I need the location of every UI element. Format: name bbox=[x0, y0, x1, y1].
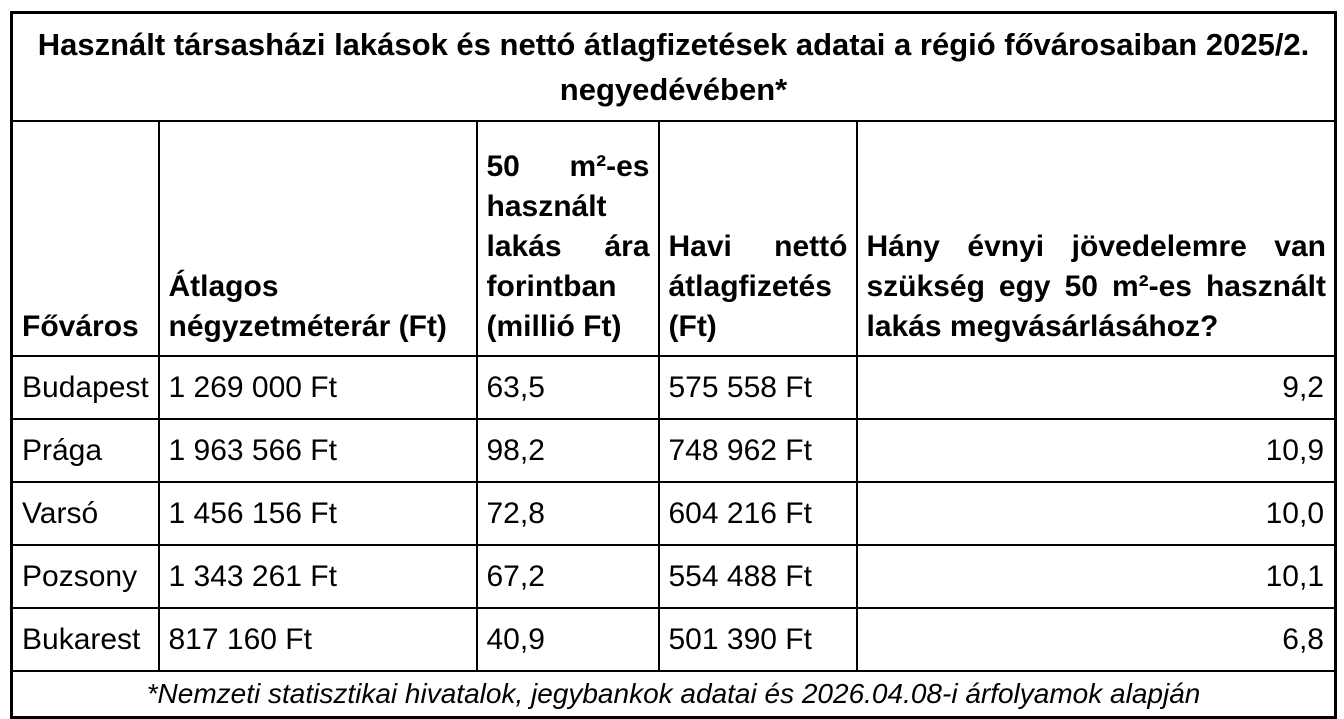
cell-flat-price: 67,2 bbox=[477, 545, 659, 608]
table-row-budapest bbox=[12, 356, 1336, 419]
cell-years-needed: 10,1 bbox=[857, 545, 1336, 608]
footnote-row bbox=[12, 671, 1336, 718]
table-footnote: *Nemzeti statisztikai hivatalok, jegybankok adatai és 2026.04.08-i árfolyamok alapján bbox=[12, 671, 1336, 718]
cell-price-per-sqm: 1 963 566 Ft bbox=[159, 419, 477, 482]
header-row bbox=[12, 121, 1336, 356]
cell-city: Bukarest bbox=[12, 608, 159, 671]
cell-net-salary: 604 216 Ft bbox=[659, 482, 857, 545]
cell-flat-price: 72,8 bbox=[477, 482, 659, 545]
title-row bbox=[12, 13, 1336, 122]
cell-years-needed: 10,0 bbox=[857, 482, 1336, 545]
column-header-city: Főváros bbox=[12, 121, 159, 356]
cell-price-per-sqm: 1 343 261 Ft bbox=[159, 545, 477, 608]
cell-net-salary: 554 488 Ft bbox=[659, 545, 857, 608]
cell-city: Pozsony bbox=[12, 545, 159, 608]
table-row-praga bbox=[12, 419, 1336, 482]
cell-city: Varsó bbox=[12, 482, 159, 545]
cell-city: Prága bbox=[12, 419, 159, 482]
cell-net-salary: 748 962 Ft bbox=[659, 419, 857, 482]
cell-years-needed: 10,9 bbox=[857, 419, 1336, 482]
cell-price-per-sqm: 1 456 156 Ft bbox=[159, 482, 477, 545]
cell-years-needed: 9,2 bbox=[857, 356, 1336, 419]
data-table bbox=[10, 11, 1337, 719]
cell-years-needed: 6,8 bbox=[857, 608, 1336, 671]
column-header-price-per-sqm: Átlagos négyzetméterár (Ft) bbox=[159, 121, 477, 356]
cell-net-salary: 575 558 Ft bbox=[659, 356, 857, 419]
table-title: Használt társasházi lakások és nettó átlagfizetések adatai a régió fővárosaiban 2025/2. negyedévében* bbox=[12, 13, 1336, 122]
table-row-pozsony bbox=[12, 545, 1336, 608]
table-row-bukarest bbox=[12, 608, 1336, 671]
cell-city: Budapest bbox=[12, 356, 159, 419]
table-row-varso bbox=[12, 482, 1336, 545]
cell-price-per-sqm: 817 160 Ft bbox=[159, 608, 477, 671]
cell-net-salary: 501 390 Ft bbox=[659, 608, 857, 671]
column-header-net-salary: Havi nettó átlagfizetés (Ft) bbox=[659, 121, 857, 356]
cell-flat-price: 40,9 bbox=[477, 608, 659, 671]
column-header-flat-price: 50 m²-es használt lakás ára forintban (millió Ft) bbox=[477, 121, 659, 356]
cell-flat-price: 63,5 bbox=[477, 356, 659, 419]
column-header-years-needed: Hány évnyi jövedelemre van szükség egy 50 m²-es használt lakás megvásárlásához? bbox=[857, 121, 1336, 356]
cell-price-per-sqm: 1 269 000 Ft bbox=[159, 356, 477, 419]
cell-flat-price: 98,2 bbox=[477, 419, 659, 482]
